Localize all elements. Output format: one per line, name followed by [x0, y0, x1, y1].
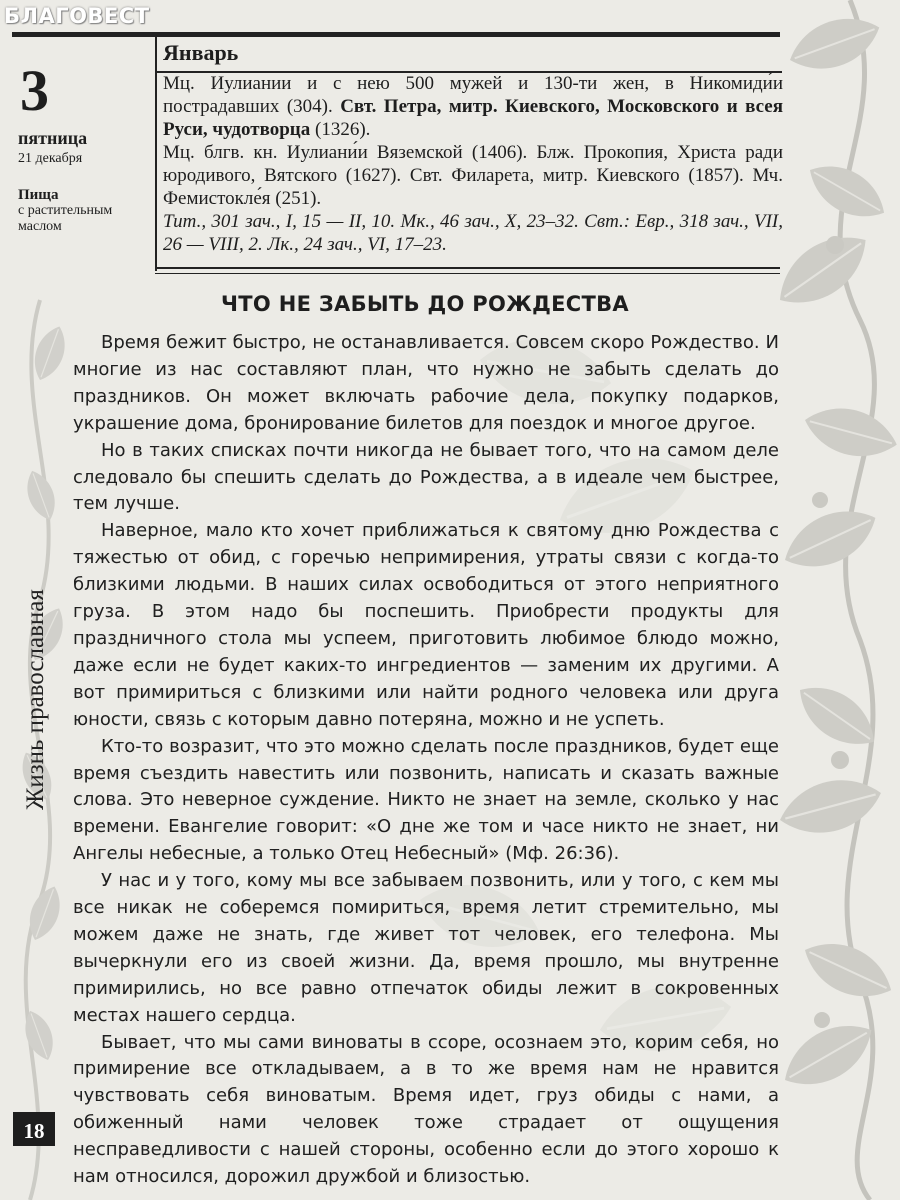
top-rule: [12, 32, 780, 37]
article-title: ЧТО НЕ ЗАБЫТЬ ДО РОЖДЕСТВА: [221, 292, 629, 316]
old-style-date: 21 декабря: [18, 151, 83, 166]
weekday: пятница: [18, 128, 88, 148]
fasting-note-rest: с растительным маслом: [18, 203, 113, 234]
saints-paragraph-1: [163, 72, 783, 141]
saints-bold: Свт. Петра, митр. Киевского, Московского и всея Руси, чудотворца: [163, 96, 783, 140]
article-paragraph: Бывает, что мы сами виноваты в ссоре, осознаем это, корим себя, но примирение все откладываем, а в то же время нам не нравится чувствовать себя виноватым. Время идет, груз обиды с нами, а обиженный нами человек тоже страдает от ощущения несправедливости с нашей стороны, особенно если до этого хорошо к нам относился, дорожил дружбой и близостью.: [73, 1031, 779, 1188]
article-paragraph: Время бежит быстро, не останавливается. Совсем скоро Рождество. И многие из нас составляют план, что нужно не забыть сделать до праздников. Он может включать рабочие дела, покупку подарков, украшение дома, бронирование билетов для поездок и многое другое.: [73, 332, 779, 434]
page-number: [13, 1112, 55, 1146]
calendar-bottom-rule: [155, 267, 780, 274]
article-body: [73, 330, 779, 1191]
article-paragraph: Но в таких списках почти никогда не бывает того, что на самом деле следовало бы спешить сделать до Рождества, а в идеале чем быстрее, тем лучше.: [73, 439, 779, 515]
saints-plain: Мц. Иулиании и с нею 500 мужей и 130-ти жен, в Никомиди́и пострадавших (304).: [163, 73, 783, 117]
month-rule: [155, 71, 782, 73]
fasting-note-first: Пища: [18, 187, 59, 203]
article-paragraph: Наверное, мало кто хочет приближаться к святому дню Рождества с тяжестью от обид, с горечью непримирения, утраты связи с когда-то близкими людьми. В наших силах освободиться от этого неприятного груза. В этом надо бы поспешить. Приобрести продукты для праздничного стола мы успеем, приготовить любимое блюдо можно, даже если не будет каких-то ингредиентов — заменим их другими. А вот примириться с близкими или найти родного человека или друга юности, связь с которым давно потеряна, можно и не успеть.: [73, 520, 779, 730]
article-paragraph: У нас и у того, кому мы все забываем позвонить, или у того, с кем мы все никак не соберемся помириться, время летит стремительно, мы можем даже не знать, где живет тот человек, его телефона. Мы вычеркнули его из своей жизни. Да, время прошло, мы внутренне примирились, но все равно отпечаток обиды лежит в сокровенных местах нашего сердца.: [73, 870, 779, 1026]
watermark-logo: БЛАГОВЕСТ: [4, 4, 150, 28]
saints-paragraph-2: Мц. блгв. кн. Иулиани́и Вяземской (1406). Блж. Прокопия, Христа ради юродивого, Вятского (1627). Свт. Филарета, митр. Киевского (1857). Мч. Фемистокле́я (251).: [163, 142, 783, 209]
scripture-readings: Тит., 301 зач., I, 15 — II, 10. Мк., 46 зач., X, 23–32. Свт.: Евр., 318 зач., VII, 26 — VIII, 2. Лк., 24 зач., VI, 17–23.: [163, 211, 783, 255]
page-number-text: 18: [23, 1119, 45, 1143]
calendar-block: [163, 40, 783, 256]
month-title: Январь: [163, 40, 239, 65]
side-section-title: Жизнь православная: [22, 589, 49, 810]
article-paragraph: Кто-то возразит, что это можно сделать после праздников, будет еще время съездить навестить или позвонить, написать и сказать важные слова. Это неверное суждение. Никто не знает на земле, сколько у нас времени. Евангелие говорит: «О дне же том и часе никто не знает, ни Ангелы небесные, а только Отец Небесный» (Мф. 26:36).: [73, 735, 779, 865]
day-number: 3: [20, 58, 49, 123]
side-strip: [12, 278, 56, 1113]
saints-tail: (1326).: [310, 119, 371, 140]
